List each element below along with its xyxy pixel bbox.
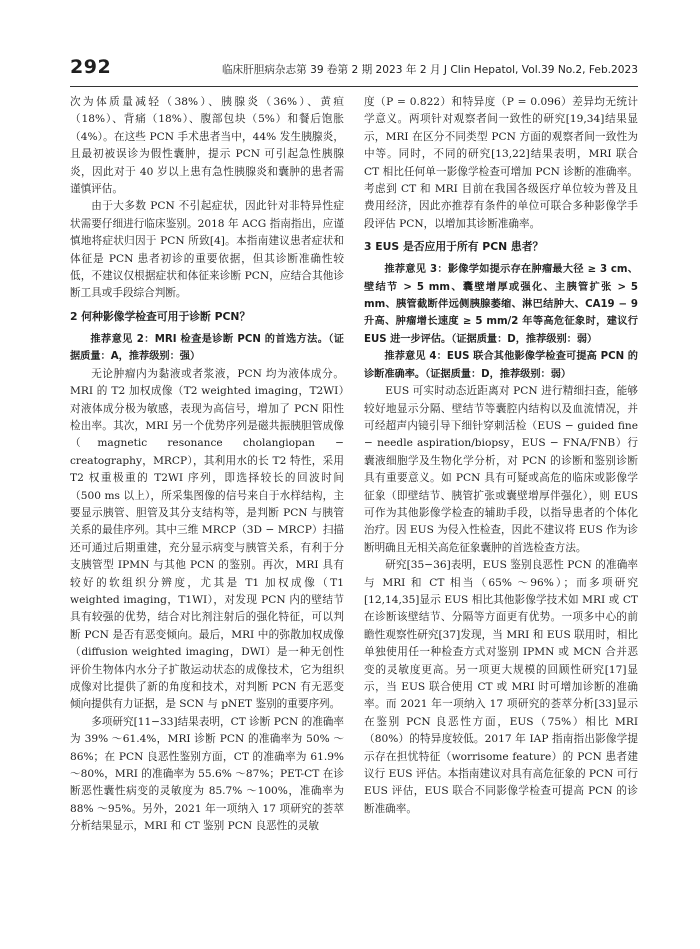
recommendation-4: 推荐意见 4：EUS 联合其他影像学检查可提高 PCN 的诊断准确率。（证据质量：D，推荐级别：弱）	[364, 351, 638, 380]
section-heading-2: 2 何种影像学检查可用于诊断 PCN？	[70, 309, 251, 323]
recommendation-3: 推荐意见 3：影像学如提示存在肿瘤最大径 ≥ 3 cm、壁结节 > 5 mm、囊壁增厚或强化、主胰管扩张 > 5 mm、胰管截断伴远侧胰腺萎缩、淋巴结肿大、CA19 − 9 升高、肿瘤增长速度 ≥ 5 mm/2 年等高危征象时，建议行 EUS 进一步评估。（证据质量：D，推荐级别：弱）	[364, 264, 638, 345]
left-column	[70, 94, 344, 934]
header-rule	[70, 86, 638, 87]
paragraph: 度（P = 0.822）和特异度（P = 0.096）差异均无统计学意义。两项针对观察者间一致性的研究[19,34]结果显示，MRI 在区分不同类型 PCN 方面的观察者间一致性为中等。同时，不同的研究[13,22]结果表明，MRI 联合 CT 相比任何单一影像学检查可增加 PCN 诊断的准确率。考虑到 CT 和 MRI 目前在我国各级医疗单位较为普及且费用经济，因此亦推荐有条件的单位可联合多种影像学手段评估 PCN，以增加其诊断准确率。	[364, 96, 638, 230]
paragraph: EUS 可实时动态近距离对 PCN 进行精细扫查，能够较好地显示分隔、壁结节等囊腔内结构以及血流情况，并可经超声内镜引导下细针穿刺活检（EUS − guided fine − needle aspiration/biopsy，EUS − FNA/FNB）行囊液细胞学及生物化学分析，对 PCN 的诊断和鉴别诊断具有重要意义。如 PCN 具有可疑或高危的临床或影像学征象（即壁结节、胰管扩张或囊壁增厚伴强化），则 EUS 可作为其他影像学检查的辅助手段，以指导患者的个体化治疗。因 EUS 为侵入性检查，因此不建议将 EUS 作为诊断明确且无相关高危征象囊肿的首选检查方法。	[364, 385, 638, 554]
paragraph: 无论肿瘤内为黏液或者浆液，PCN 均为液体成分。MRI 的 T2 加权成像（T2 weighted imaging，T2WI）对液体成分极为敏感，表现为高信号，增加了 PCN 阳性检出率。其次，MRI 另一个优势序列是磁共振胰胆管成像（magnetic resonance cholangiopan − creatography，MRCP），其利用水的长 T2 特性，采用 T2 权重极重的 T2WI 序列，即选择较长的回波时间（500 ms 以上），所采集图像的信号来自于水样结构，主要显示胰管、胆管及其分支结构等，是判断 PCN 与胰管关系的最佳序列。其中三维 MRCP（3D − MRCP）扫描还可通过后期重建，充分显示病变与胰管关系，有利于分支胰管型 IPMN 与其他 PCN 的鉴别。再次，MRI 具有较好的软组织分辨度，尤其是 T1 加权成像（T1 weighted imaging，T1WI），对发现 PCN 内的壁结节具有较强的优势，结合对比剂注射后的强化特征，可以判断 PCN 是否有恶变倾向。最后，MRI 中的弥散加权成像（diffusion weighted imaging，DWI）是一种无创性评价生物体内水分子扩散运动状态的成像技术，它为组织成像对比提供了新的角度和技术，对判断 PCN 有无恶变倾向提供有力证据，是 SCN 与 pNET 鉴别的重要序列。	[70, 367, 344, 711]
journal-citation: 临床肝胆病杂志第 39 卷第 2 期 2023 年 2 月 J Clin Hepatol, Vol.39 No.2, Feb.2023	[221, 64, 638, 76]
paragraph: 由于大多数 PCN 不引起症状，因此针对非特异性症状需要仔细进行临床鉴别。2018 年 ACG 指南指出，应谨慎地将症状归因于 PCN 所致[4]。本指南建议患者症状和体征是 PCN 患者初诊的重要依据，但其诊断准确性较低，不建议仅根据症状和体征来诊断 PCN，应结合其他诊断工具或手段综合判断。	[70, 200, 344, 300]
paragraph: 研究[35−36]表明，EUS 鉴别良恶性 PCN 的准确率与 MRI 和 CT 相当（65% ～96%）；而多项研究[12,14,35]显示 EUS 相比其他影像学技术如 MRI 或 CT 在诊断该壁结节、分隔等方面更有优势。一项多中心的前瞻性观察性研究[37]发现，当 MRI 和 EUS 联用时，相比单独使用任一种检查方式对鉴别 IPMN 或 MCN 合并恶变的灵敏度更高。另一项更大规模的回顾性研究[17]显示，当 EUS 联合使用 CT 或 MRI 时可增加诊断的准确率。而 2021 年一项纳入 17 项研究的荟萃分析[33]显示在鉴别 PCN 良恶性方面，EUS（75%）相比 MRI（80%）的特异度较低。2017 年 IAP 指南指出影像学提示存在担忧特征（worrisome feature）的 PCN 患者建议行 EUS 评估。本指南建议对具有高危征象的 PCN 可行 EUS 评估，EUS 联合不同影像学检查可提高 PCN 的诊断准确率。	[364, 559, 638, 815]
section-heading-3: 3 EUS 是否应用于所有 PCN 患者？	[364, 240, 544, 254]
page-number: 292	[70, 56, 112, 78]
paragraph: 多项研究[11−33]结果表明，CT 诊断 PCN 的准确率为 39% ～61.4%，MRI 诊断 PCN 的准确率为 50% ～86%；在 PCN 良恶性鉴别方面，CT 的准确率为 61.9% ～80%，MRI 的准确率为 55.6% ～87%；PET-CT 在诊断恶性囊性病变的灵敏度为 85.7% ～100%，准确率为 88% ～95%。另外，2021 年一项纳入 17 项研究的荟萃分析结果显示，MRI 和 CT 鉴别 PCN 良恶性的灵敏	[70, 715, 344, 833]
right-column	[364, 94, 638, 934]
page-header	[0, 56, 700, 84]
recommendation-2: 推荐意见 2：MRI 检查是诊断 PCN 的首选方法。（证据质量：A，推荐级别：强）	[70, 333, 344, 363]
paragraph: 次为体质量减轻（38%）、胰腺炎（36%）、黄疸（18%）、背痛（18%）、腹部包块（5%）和餐后饱胀（4%）。在这些 PCN 手术患者当中，44% 发生胰腺炎，且最初被误诊为假性囊肿，提示 PCN 可引起急性胰腺炎，因此对于 40 岁以上患有急性胰腺炎和囊肿的患者需谨慎评估。	[70, 96, 344, 196]
